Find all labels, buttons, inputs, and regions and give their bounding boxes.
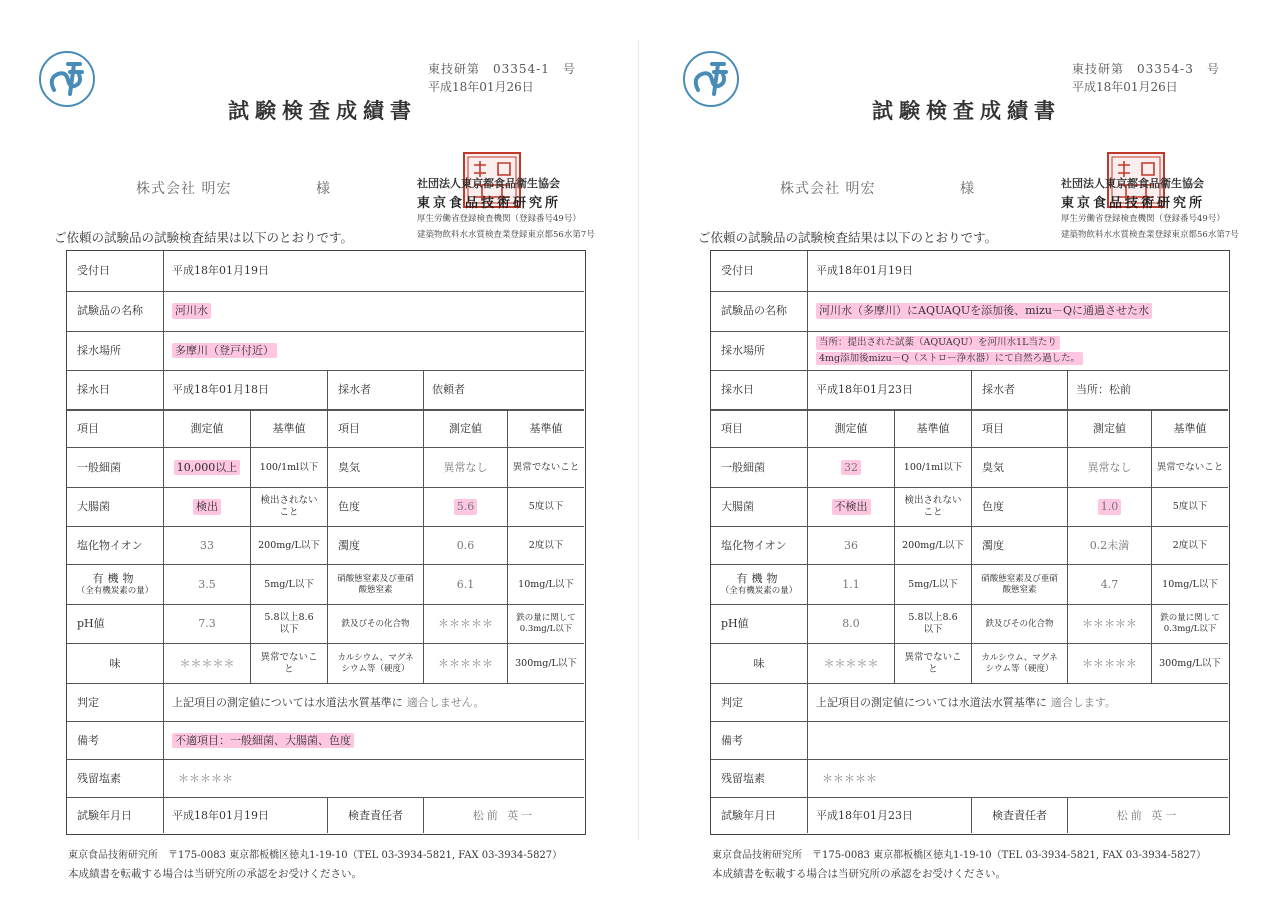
sampling-date: 平成18年01月18日 (172, 382, 269, 396)
certificate-left (32, 0, 632, 905)
value-odor: 異常なし (443, 460, 488, 474)
page-divider (638, 40, 639, 840)
value-nitrate: 6.1 (456, 577, 475, 591)
label-sampling-place: 採水場所 (721, 343, 765, 357)
value-coliform: 不検出 (832, 499, 871, 515)
intro-text: ご依頼の試験品の試験検査結果は以下のとおりです。 (54, 230, 354, 245)
label-test-date: 試験年月日 (77, 808, 132, 822)
issuer-registration: 厚生労働省登録検査機関（登録番号49号） (417, 214, 581, 224)
label-inspector: 検査責任者 (992, 808, 1047, 822)
judgment-prefix: 上記項目の測定値については水道法水質基準に (172, 695, 403, 709)
label-sampling-date: 採水日 (721, 382, 754, 396)
std-bacteria: 100/1ml以下 (903, 461, 963, 473)
value-iron: ＊＊＊＊＊ (1082, 617, 1137, 631)
col-item-2: 項目 (982, 422, 1004, 436)
label-iron: 鉄及びその化合物 (985, 618, 1054, 629)
value-ph: 8.0 (842, 617, 860, 631)
label-hardness: カルシウム、マグネシウム等（硬度） (981, 652, 1058, 674)
client-honorific: 様 (316, 181, 330, 197)
value-taste: ＊＊＊＊＊ (823, 656, 879, 670)
label-turbidity: 濁度 (982, 538, 1004, 552)
label-sampling-date: 採水日 (77, 382, 110, 396)
value-nitrate: 4.7 (1100, 577, 1119, 591)
label-chloride: 塩化物イオン (721, 538, 787, 552)
value-turbidity: 0.6 (456, 538, 475, 552)
footer-notice: 本成績書を転載する場合は当研究所の承認をお受けください。 (712, 868, 1006, 880)
value-taste: ＊＊＊＊＊ (179, 656, 235, 670)
std-ph: 5.8以上8.6以下 (264, 612, 314, 635)
label-nitrate: 硝酸態窒素及び亜硝酸態窒素 (981, 573, 1058, 595)
document-number: 東技研第 03354-3 号 (1072, 62, 1220, 76)
label-color: 色度 (982, 500, 1004, 514)
label-remarks: 備考 (721, 733, 743, 747)
label-received: 受付日 (721, 264, 754, 278)
results-table (66, 250, 586, 835)
label-color: 色度 (338, 500, 360, 514)
lab-logo-icon (682, 50, 740, 108)
value-turbidity: 0.2未満 (1089, 538, 1130, 552)
label-organic-cell (711, 565, 807, 604)
sample-name: 河川水 (172, 303, 211, 319)
col-standard-2: 基準値 (1173, 422, 1207, 436)
issuer-registration-2: 建築物飲料水水質検査業登録東京都56水第7号 (417, 230, 595, 240)
std-ph: 5.8以上8.6以下 (908, 612, 958, 635)
inspector-name: 松前 英一 (472, 808, 536, 822)
std-nitrate: 10mg/L以下 (518, 578, 574, 590)
value-ph: 7.3 (198, 617, 216, 631)
value-color: 5.6 (454, 499, 478, 515)
col-item: 項目 (77, 422, 99, 436)
label-ph: pH値 (77, 617, 105, 631)
std-taste: 異常でないこと (904, 651, 962, 675)
label-organic-sub: （全有機炭素の量） (76, 586, 154, 597)
label-organic-sub: （全有機炭素の量） (720, 586, 798, 597)
document-date: 平成18年01月26日 (1072, 80, 1178, 94)
label-ph: pH値 (721, 617, 749, 631)
label-judgment: 判定 (721, 695, 743, 709)
value-organic: 1.1 (842, 577, 860, 591)
col-measured: 測定値 (834, 422, 868, 436)
std-chloride: 200mg/L以下 (902, 539, 964, 551)
label-odor: 臭気 (338, 460, 360, 474)
sampling-place-line1: 当所：提出された試薬（AQUAQU）を河川水1L当たり (816, 336, 1060, 350)
label-received: 受付日 (77, 264, 110, 278)
label-inspector: 検査責任者 (348, 808, 403, 822)
document-number: 東技研第 03354-1 号 (428, 62, 576, 76)
issuer-association: 社団法人東京都食品衛生協会 (417, 177, 560, 190)
test-date: 平成18年01月23日 (816, 808, 913, 822)
value-coliform: 検出 (193, 499, 221, 515)
std-coliform: 検出されないこと (260, 495, 318, 518)
std-chloride: 200mg/L以下 (258, 539, 320, 551)
label-organic-cell (67, 565, 163, 604)
std-organic: 5mg/L以下 (908, 578, 958, 590)
client-name: 株式会社 明宏 (136, 181, 232, 197)
issuer-lab: 東京食品技術研究所 (417, 196, 562, 211)
lab-logo-icon (38, 50, 96, 108)
value-chloride: 36 (844, 538, 858, 552)
std-hardness: 300mg/L以下 (515, 657, 577, 669)
col-measured: 測定値 (190, 422, 224, 436)
intro-text: ご依頼の試験品の試験検査結果は以下のとおりです。 (698, 230, 998, 245)
client-name: 株式会社 明宏 (780, 181, 876, 197)
test-date: 平成18年01月19日 (172, 808, 269, 822)
label-residual-chlorine: 残留塩素 (721, 771, 765, 785)
label-organic: 有機物 (92, 572, 138, 586)
label-sample-name: 試験品の名称 (77, 304, 143, 318)
col-item-2: 項目 (338, 422, 360, 436)
issuer-registration: 厚生労働省登録検査機関（登録番号49号） (1061, 214, 1225, 224)
std-color: 5度以下 (1172, 501, 1208, 513)
label-iron: 鉄及びその化合物 (341, 618, 410, 629)
issuer-association: 社団法人東京都食品衛生協会 (1061, 177, 1204, 190)
label-sampler: 採水者 (338, 382, 371, 396)
value-odor: 異常なし (1087, 460, 1132, 474)
label-sample-name: 試験品の名称 (721, 304, 787, 318)
std-iron: 鉄の量に関して0.3mg/L以下 (1160, 613, 1220, 634)
label-hardness: カルシウム、マグネシウム等（硬度） (337, 652, 414, 674)
value-hardness: ＊＊＊＊＊ (1082, 656, 1137, 670)
certificate-right (676, 0, 1276, 905)
footer-notice: 本成績書を転載する場合は当研究所の承認をお受けください。 (68, 868, 362, 880)
document-date: 平成18年01月26日 (428, 80, 534, 94)
sample-name: 河川水（多摩川）にAQUAQUを添加後、mizu－Qに通過させた水 (816, 303, 1152, 319)
std-odor: 異常でないこと (1156, 461, 1224, 473)
inspector-name: 松前 英一 (1116, 808, 1180, 822)
std-turbidity: 2度以下 (1172, 539, 1208, 551)
label-nitrate: 硝酸態窒素及び亜硝酸態窒素 (337, 573, 414, 595)
col-standard: 基準値 (272, 422, 306, 436)
value-chloride: 33 (200, 538, 214, 552)
judgment-prefix: 上記項目の測定値については水道法水質基準に (816, 695, 1047, 709)
issuer-lab: 東京食品技術研究所 (1061, 196, 1206, 211)
label-coliform: 大腸菌 (721, 500, 754, 514)
value-organic: 3.5 (198, 577, 216, 591)
label-residual-chlorine: 残留塩素 (77, 771, 121, 785)
received-date: 平成18年01月19日 (172, 264, 269, 278)
std-color: 5度以下 (528, 501, 564, 513)
sampling-place-line2: 4mg添加後mizu－Q（ストロー浄水器）にて自然ろ過した。 (816, 352, 1083, 366)
label-organic: 有機物 (736, 572, 782, 586)
std-turbidity: 2度以下 (528, 539, 564, 551)
value-hardness: ＊＊＊＊＊ (438, 656, 493, 670)
sampling-date: 平成18年01月23日 (816, 382, 913, 396)
col-measured-2: 測定値 (449, 422, 482, 436)
judgment-result: 適合しません。 (406, 695, 485, 709)
label-test-date: 試験年月日 (721, 808, 776, 822)
results-table (710, 250, 1230, 835)
std-hardness: 300mg/L以下 (1159, 657, 1221, 669)
judgment-result: 適合します。 (1050, 695, 1116, 709)
footer-address: 東京食品技術研究所 〒175-0083 東京都板橋区徳丸1-19-10（TEL 03-3934-5821, FAX 03-3934-5827） (712, 850, 1207, 861)
value-bacteria: 10,000以上 (174, 460, 241, 476)
std-odor: 異常でないこと (512, 461, 580, 473)
sampler: 当所：松前 (1076, 382, 1131, 396)
label-judgment: 判定 (77, 695, 99, 709)
col-standard: 基準値 (916, 422, 950, 436)
remarks-text: 不適項目：一般細菌、大腸菌、色度 (172, 733, 354, 749)
std-taste: 異常でないこと (260, 651, 318, 675)
label-coliform: 大腸菌 (77, 500, 110, 514)
footer-address: 東京食品技術研究所 〒175-0083 東京都板橋区徳丸1-19-10（TEL 03-3934-5821, FAX 03-3934-5827） (68, 850, 563, 861)
label-remarks: 備考 (77, 733, 99, 747)
std-nitrate: 10mg/L以下 (1162, 578, 1218, 590)
issuer-registration-2: 建築物飲料水水質検査業登録東京都56水第7号 (1061, 230, 1239, 240)
sampling-place: 多摩川（登戸付近） (172, 343, 277, 359)
std-iron: 鉄の量に関して0.3mg/L以下 (516, 613, 576, 634)
value-color: 1.0 (1098, 499, 1122, 515)
label-taste: 味 (109, 656, 121, 670)
document-title: 試験検査成績書 (872, 98, 1061, 123)
label-taste: 味 (753, 656, 765, 670)
col-item: 項目 (721, 422, 743, 436)
document-title: 試験検査成績書 (228, 98, 417, 123)
value-bacteria: 32 (841, 460, 861, 476)
label-sampling-place: 採水場所 (77, 343, 121, 357)
col-standard-2: 基準値 (529, 422, 563, 436)
col-measured-2: 測定値 (1093, 422, 1126, 436)
client-honorific: 様 (960, 181, 974, 197)
residual-chlorine: ＊＊＊＊＊ (822, 771, 877, 785)
label-chloride: 塩化物イオン (77, 538, 143, 552)
std-organic: 5mg/L以下 (264, 578, 314, 590)
label-bacteria: 一般細菌 (77, 460, 121, 474)
label-odor: 臭気 (982, 460, 1004, 474)
label-bacteria: 一般細菌 (721, 460, 765, 474)
label-turbidity: 濁度 (338, 538, 360, 552)
std-coliform: 検出されないこと (904, 495, 962, 518)
sampler: 依頼者 (432, 382, 465, 396)
label-sampler: 採水者 (982, 382, 1015, 396)
residual-chlorine: ＊＊＊＊＊ (178, 771, 233, 785)
value-iron: ＊＊＊＊＊ (438, 617, 493, 631)
std-bacteria: 100/1ml以下 (259, 461, 319, 473)
received-date: 平成18年01月19日 (816, 264, 913, 278)
